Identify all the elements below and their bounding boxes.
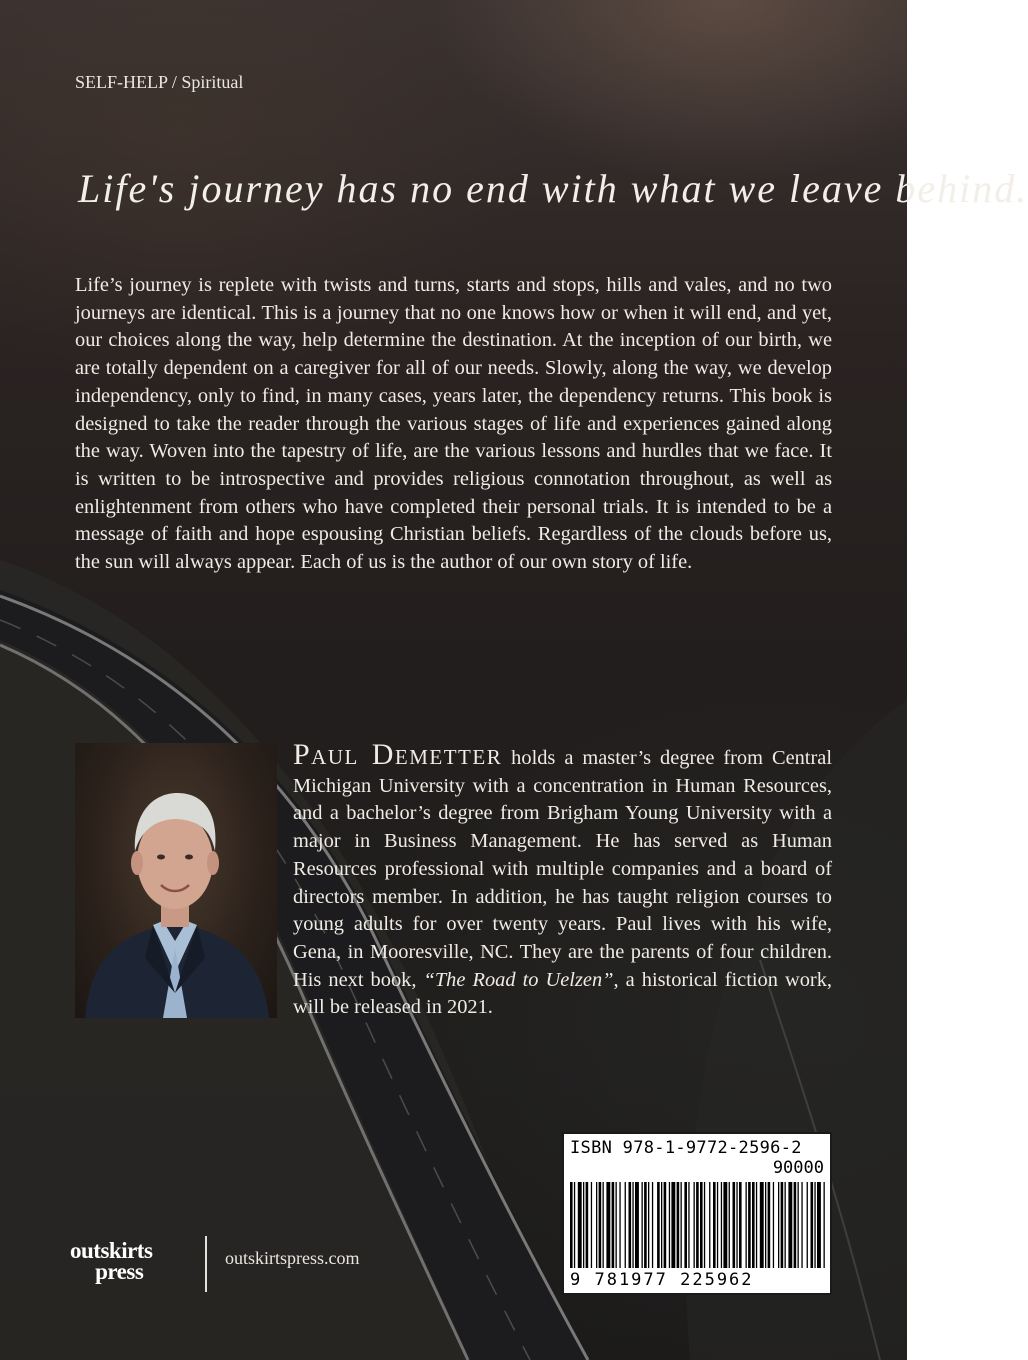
- barcode-bar: [709, 1182, 710, 1268]
- barcode-bar: [694, 1182, 695, 1268]
- barcode-bar: [721, 1182, 722, 1268]
- barcode-bar: [801, 1182, 802, 1268]
- barcode-bar: [570, 1182, 573, 1268]
- barcode-bar: [599, 1182, 602, 1268]
- barcode-bars: [570, 1182, 826, 1268]
- barcode-bar: [612, 1182, 615, 1268]
- barcode-bar: [681, 1182, 682, 1268]
- barcode-bar: [574, 1182, 575, 1268]
- barcode-bar: [768, 1182, 771, 1268]
- barcode-bar: [778, 1182, 779, 1268]
- barcode-bar: [794, 1182, 797, 1268]
- barcode-bar: [773, 1182, 774, 1268]
- barcode-bar: [586, 1182, 589, 1268]
- barcode-bar: [760, 1182, 764, 1268]
- publisher-logo: [70, 1240, 152, 1282]
- barcode-bar: [788, 1182, 792, 1268]
- barcode-bar: [713, 1182, 716, 1268]
- barcode-bar: [635, 1182, 639, 1268]
- barcode-bar: [688, 1182, 689, 1268]
- barcode-bar: [814, 1182, 815, 1268]
- barcode-bar: [583, 1182, 584, 1268]
- barcode-bar: [807, 1182, 808, 1268]
- barcode-bar: [798, 1182, 799, 1268]
- author-bio-text-end: , a historical fiction work, will be released in 2021.: [293, 968, 832, 1019]
- category-label: SELF-HELP / Spiritual: [75, 72, 244, 92]
- barcode-bar: [671, 1182, 675, 1268]
- publisher-divider: [205, 1236, 207, 1292]
- barcode-bar: [644, 1182, 647, 1268]
- barcode-bar: [752, 1182, 755, 1268]
- isbn-label: ISBN 978-1-9772-2596-2: [570, 1138, 802, 1158]
- book-blurb: Life’s journey is replete with twists and turns, starts and stops, hills and vales, and no two journeys are identical. This is a journey that no one knows how or when it will end, and yet, our choices along the way, help determine the destination. At the inception of our birth, we are totally dependent on a caregiver for all of our needs. Slowly, along the way, we develop independency, only to find, in many cases, years later, the dependency returns. This book is designed to take the reader through the various stages of life and experiences gained along the way. Woven into the tapestry of life, are the various lessons and hurdles that we face. It is written to be introspective and provides religious connotation throughout, as well as enlightenment from others who have completed their personal trials. It is intended to be a message of faith and hope espousing Christian beliefs. Regardless of the clouds before us, the sun will always appear. Each of us is the author of our own story of life.: [75, 274, 832, 574]
- barcode-bar: [736, 1182, 737, 1268]
- barcode-bar: [811, 1182, 814, 1268]
- barcode-bar: [606, 1182, 610, 1268]
- author-bio-text: holds a master’s degree from Central Michigan University with a concentration in Human Resources, and a bachelor’s degree from Brigham Young University with a major in Business Management. He has served as Human Resources professional with multiple companies and a board of directors member. In addition, he has taught religion courses to young adults for over twenty years. Paul lives with his wife, Gena, in Mooresville, NC. They are the parents of four children. His next book,: [293, 747, 832, 991]
- barcode-bar: [642, 1182, 643, 1268]
- barcode-bar: [733, 1182, 736, 1268]
- publisher-url: outskirtspress.com: [225, 1248, 360, 1268]
- barcode-bar: [669, 1182, 670, 1268]
- price-code: 90000: [772, 1158, 824, 1178]
- barcode-bar: [785, 1182, 786, 1268]
- barcode-bar: [677, 1182, 680, 1268]
- isbn-barcode: [562, 1132, 832, 1295]
- barcode-bar: [746, 1182, 747, 1268]
- barcode-bar: [684, 1182, 687, 1268]
- barcode-bar: [765, 1182, 766, 1268]
- barcode-bar: [591, 1182, 592, 1268]
- barcode-bar: [648, 1182, 649, 1268]
- barcode-bar: [723, 1182, 727, 1268]
- barcode-bar: [717, 1182, 718, 1268]
- author-bio: [75, 738, 832, 1045]
- barcode-bar: [657, 1182, 660, 1268]
- tagline: Life's journey has no end with what we leave behind.: [78, 166, 1028, 211]
- publisher-logo-line1: outskirts: [70, 1238, 153, 1263]
- barcode-bar: [824, 1182, 825, 1268]
- barcode-bar: [652, 1182, 653, 1268]
- barcode-bar: [748, 1182, 751, 1268]
- author-name: Paul Demetter: [293, 738, 503, 771]
- barcode-bar: [700, 1182, 703, 1268]
- barcode-bar: [619, 1182, 620, 1268]
- barcode-bar: [817, 1182, 821, 1268]
- barcode-bar: [739, 1182, 742, 1268]
- barcode-bar: [696, 1182, 699, 1268]
- barcode-bar: [661, 1182, 662, 1268]
- barcode-bar: [632, 1182, 633, 1268]
- next-book-title: “The Road to Uelzen”: [423, 968, 614, 991]
- barcode-bar: [616, 1182, 617, 1268]
- barcode-bar: [603, 1182, 604, 1268]
- barcode-digits: 9 781977 225962: [570, 1270, 754, 1290]
- barcode-bar: [781, 1182, 784, 1268]
- barcode-bar: [625, 1182, 626, 1268]
- barcode-bar: [578, 1182, 582, 1268]
- barcode-bar: [629, 1182, 632, 1268]
- barcode-bar: [664, 1182, 667, 1268]
- barcode-bar: [756, 1182, 757, 1268]
- barcode-bar: [596, 1182, 597, 1268]
- publisher-logo-line2: press: [95, 1259, 144, 1284]
- barcode-bar: [704, 1182, 705, 1268]
- barcode-bar: [729, 1182, 730, 1268]
